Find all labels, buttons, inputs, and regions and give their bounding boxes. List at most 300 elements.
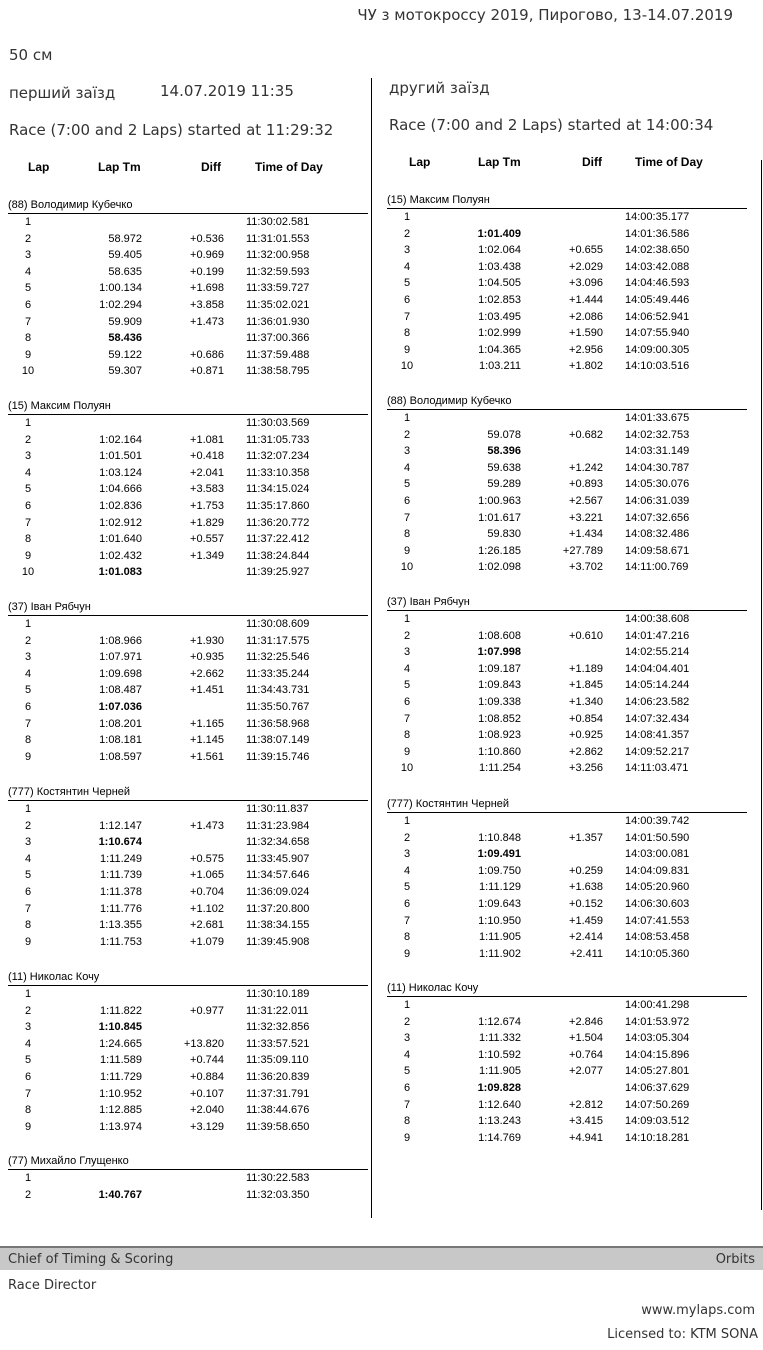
rider-block: [8, 600, 368, 765]
lap-row: [8, 432, 368, 449]
time-of-day: 14:06:23.582: [625, 695, 690, 708]
lap-number: 1: [24, 988, 32, 1000]
time-of-day: 14:05:30.076: [625, 478, 690, 491]
lap-time: 1:07.998: [477, 646, 521, 659]
time-of-day: 11:39:45.908: [246, 935, 310, 948]
rider-name: (88) Володимир Кубечко: [387, 395, 512, 407]
lap-diff: +1.473: [190, 315, 224, 328]
rider-name: (77) Михайло Глущенко: [8, 1155, 129, 1167]
lap-row: [387, 997, 747, 1014]
time-of-day: 14:07:32.656: [625, 511, 690, 524]
lap-row: [8, 666, 368, 683]
lap-number: 4: [24, 852, 32, 865]
lap-time: 1:10.860: [478, 745, 521, 758]
lap-time: 58.635: [108, 265, 142, 278]
rider-name: (777) Костянтин Черней: [8, 786, 131, 798]
lap-number: 4: [24, 1037, 32, 1050]
lap-diff: +2.812: [569, 1098, 603, 1111]
lap-diff: +3.129: [190, 1120, 224, 1133]
lap-row: [387, 427, 747, 444]
lap-number: 7: [403, 712, 411, 725]
lap-row: [8, 867, 368, 884]
lap-time: 1:09.187: [478, 662, 521, 675]
lap-time: 1:02.912: [99, 516, 142, 529]
lap-diff: +0.536: [190, 232, 224, 245]
heat1-col-lap: Lap: [28, 160, 50, 174]
lap-diff: +1.145: [190, 734, 224, 747]
lap-row: [387, 1097, 747, 1114]
lap-diff: +0.575: [190, 852, 224, 865]
lap-row: [8, 1052, 368, 1069]
time-of-day: 14:01:53.972: [625, 1015, 690, 1028]
lap-time: 1:08.608: [478, 629, 521, 642]
lap-number: 4: [403, 864, 411, 877]
lap-row: [387, 929, 747, 946]
lap-diff: +0.884: [190, 1070, 224, 1083]
lap-diff: +0.925: [569, 729, 603, 742]
lap-number: 4: [403, 260, 411, 273]
time-of-day: 14:07:50.269: [625, 1098, 690, 1111]
mylaps-link[interactable]: www.mylaps.com: [641, 1303, 755, 1318]
lap-number: 1: [24, 618, 32, 630]
lap-number: 5: [403, 881, 411, 894]
lap-time: 1:09.828: [477, 1081, 521, 1094]
time-of-day: 14:06:31.039: [625, 494, 690, 507]
lap-number: 1: [24, 417, 32, 429]
lap-row: [8, 801, 368, 818]
time-of-day: 14:00:38.608: [625, 613, 690, 625]
lap-time: 1:02.853: [478, 293, 521, 306]
lap-number: 9: [24, 549, 32, 562]
chief-of-timing: Chief of Timing & Scoring: [8, 1252, 174, 1267]
time-of-day: 14:10:03.516: [625, 360, 690, 373]
time-of-day: 11:38:07.149: [246, 734, 310, 747]
lap-row: [387, 275, 747, 292]
lap-row: [387, 209, 747, 226]
time-of-day: 14:02:32.753: [625, 428, 690, 441]
time-of-day: 11:31:05.733: [246, 433, 310, 446]
lap-diff: +1.698: [190, 282, 224, 295]
lap-time: 1:12.640: [478, 1098, 521, 1111]
lap-row: [387, 1030, 747, 1047]
lap-row: [8, 297, 368, 314]
lap-row: [387, 644, 747, 661]
lap-number: 2: [24, 1188, 32, 1201]
lap-number: 8: [403, 931, 411, 944]
time-of-day: 11:34:43.731: [246, 684, 310, 697]
time-of-day: 11:31:01.553: [246, 232, 310, 245]
lap-number: 7: [24, 717, 32, 730]
lap-row: [387, 460, 747, 477]
lap-time: 1:10.592: [478, 1048, 521, 1061]
lap-time: 1:09.643: [478, 897, 521, 910]
lap-time: 1:02.432: [99, 549, 142, 562]
lap-time: 59.289: [487, 478, 521, 491]
lap-row: [8, 934, 368, 951]
lap-diff: +0.969: [190, 249, 224, 262]
lap-time: 1:11.753: [99, 935, 142, 948]
lap-diff: +2.862: [569, 745, 603, 758]
lap-row: [387, 292, 747, 309]
heat2-col-tod: Time of Day: [635, 155, 703, 169]
lap-diff: +0.744: [190, 1054, 224, 1067]
lap-row: [8, 649, 368, 666]
lap-number: 7: [403, 1098, 411, 1111]
lap-diff: +0.977: [190, 1004, 224, 1017]
heat2-name: другий заїзд: [389, 79, 490, 97]
time-of-day: 11:36:01.930: [246, 315, 310, 328]
lap-number: 3: [24, 1021, 32, 1034]
lap-time: 1:04.505: [478, 277, 521, 290]
lap-row: [387, 1113, 747, 1130]
lap-row: [387, 863, 747, 880]
lap-number: 3: [24, 836, 32, 849]
heat1-col-diff: Diff: [201, 160, 221, 174]
lap-number: 5: [403, 478, 411, 491]
time-of-day: 11:34:15.024: [246, 483, 310, 496]
time-of-day: 14:09:58.671: [625, 544, 690, 557]
time-of-day: 14:06:52.941: [625, 310, 690, 323]
lap-number: 7: [403, 511, 411, 524]
time-of-day: 14:04:15.896: [625, 1048, 690, 1061]
lap-row: [8, 465, 368, 482]
lap-time: 1:11.905: [478, 931, 521, 944]
lap-time: 1:12.674: [478, 1015, 521, 1028]
lap-time: 1:00.963: [478, 494, 521, 507]
lap-row: [8, 448, 368, 465]
lap-number: 9: [403, 1131, 411, 1144]
heat1-datetime: 14.07.2019 11:35: [160, 82, 294, 100]
lap-number: 9: [24, 1120, 32, 1133]
time-of-day: 14:09:03.512: [625, 1115, 690, 1128]
lap-diff: +0.871: [190, 365, 224, 378]
lap-time: 1:12.885: [99, 1104, 142, 1117]
lap-time: 1:13.243: [478, 1115, 521, 1128]
lap-row: [387, 879, 747, 896]
lap-number: 5: [403, 277, 411, 290]
time-of-day: 11:36:58.968: [246, 717, 310, 730]
lap-number: 5: [24, 1054, 32, 1067]
lap-number: 2: [24, 819, 32, 832]
time-of-day: 11:30:03.569: [246, 417, 310, 429]
lap-number: 1: [403, 815, 411, 827]
lap-row: [8, 1019, 368, 1036]
heat2-col-diff: Diff: [582, 155, 602, 169]
lap-time: 59.830: [487, 528, 521, 541]
lap-diff: +1.845: [569, 679, 603, 692]
lap-diff: +2.956: [569, 343, 603, 356]
lap-number: 2: [403, 428, 411, 441]
lap-time: 1:01.501: [99, 450, 142, 463]
lap-number: 2: [403, 227, 411, 240]
lap-diff: +0.152: [569, 897, 603, 910]
lap-row: [8, 834, 368, 851]
lap-row: [387, 259, 747, 276]
lap-time: 1:11.905: [478, 1065, 521, 1078]
lap-row: [8, 818, 368, 835]
lap-row: [8, 633, 368, 650]
lap-diff: +1.802: [569, 360, 603, 373]
lap-number: 8: [403, 528, 411, 541]
lap-diff: +0.893: [569, 478, 603, 491]
lap-time: 1:09.750: [478, 864, 521, 877]
time-of-day: 11:32:25.546: [246, 651, 310, 664]
lap-time: 1:11.729: [99, 1070, 142, 1083]
lap-number: 1: [24, 1172, 32, 1184]
lap-time: 1:02.098: [478, 561, 521, 574]
time-of-day: 11:33:10.358: [246, 466, 310, 479]
lap-time: 1:11.378: [99, 885, 142, 898]
lap-diff: +2.414: [569, 931, 603, 944]
lap-row: [387, 358, 747, 375]
lap-diff: +3.221: [569, 511, 603, 524]
lap-diff: +1.504: [569, 1032, 603, 1045]
lap-row: [8, 716, 368, 733]
lap-diff: +1.081: [190, 433, 224, 446]
lap-number: 10: [400, 360, 414, 373]
lap-number: 3: [403, 445, 411, 458]
time-of-day: 14:09:52.217: [625, 745, 690, 758]
time-of-day: 11:33:59.727: [246, 282, 310, 295]
time-of-day: 11:38:44.676: [246, 1104, 310, 1117]
document-header-title: ЧУ з мотокроссу 2019, Пирогово, 13-14.07.2019: [357, 6, 733, 24]
lap-time: 1:04.666: [99, 483, 142, 496]
lap-time: 1:08.487: [99, 684, 142, 697]
lap-number: 1: [403, 412, 411, 424]
time-of-day: 11:30:08.609: [246, 618, 310, 630]
lap-row: [8, 986, 368, 1003]
time-of-day: 14:08:32.486: [625, 528, 690, 541]
rider-block: [8, 970, 368, 1135]
time-of-day: 14:02:55.214: [625, 646, 690, 659]
lap-diff: +1.340: [569, 695, 603, 708]
lap-number: 6: [24, 298, 32, 311]
lap-number: 2: [24, 433, 32, 446]
heat1-col-tod: Time of Day: [255, 160, 323, 174]
time-of-day: 11:30:02.581: [246, 216, 310, 228]
lap-number: 7: [24, 902, 32, 915]
lap-row: [8, 851, 368, 868]
lap-row: [387, 309, 747, 326]
lap-number: 4: [403, 461, 411, 474]
lap-diff: +0.704: [190, 885, 224, 898]
lap-diff: +0.259: [569, 864, 603, 877]
lap-diff: +1.829: [190, 516, 224, 529]
lap-time: 1:11.254: [478, 762, 521, 775]
lap-diff: +1.561: [190, 750, 224, 763]
time-of-day: 11:32:32.856: [246, 1021, 310, 1034]
lap-row: [387, 760, 747, 777]
lap-diff: +2.681: [190, 919, 224, 932]
lap-row: [8, 280, 368, 297]
heat1-race-info: Race (7:00 and 2 Laps) started at 11:29:32: [9, 121, 334, 139]
lap-row: [8, 247, 368, 264]
lap-row: [8, 749, 368, 766]
column-divider-short: [371, 1158, 372, 1218]
rider-name: (15) Максим Полуян: [8, 400, 111, 412]
lap-number: 2: [24, 232, 32, 245]
lap-row: [8, 264, 368, 281]
lap-number: 8: [24, 734, 32, 747]
lap-number: 8: [24, 533, 32, 546]
lap-row: [387, 1014, 747, 1031]
lap-diff: +1.451: [190, 684, 224, 697]
time-of-day: 14:06:37.629: [625, 1081, 690, 1094]
lap-row: [387, 543, 747, 560]
lap-time: 1:10.845: [98, 1021, 142, 1034]
column-divider: [371, 78, 372, 1218]
lap-time: 1:10.952: [99, 1087, 142, 1100]
lap-number: 6: [24, 700, 32, 713]
lap-time: 1:10.674: [98, 836, 142, 849]
lap-time: 1:02.999: [478, 327, 521, 340]
lap-time: 59.638: [487, 461, 521, 474]
lap-row: [387, 727, 747, 744]
lap-time: 1:03.495: [478, 310, 521, 323]
time-of-day: 11:36:20.839: [246, 1070, 310, 1083]
lap-time: 1:01.617: [478, 511, 521, 524]
time-of-day: 14:07:55.940: [625, 327, 690, 340]
time-of-day: 14:03:42.088: [625, 260, 690, 273]
time-of-day: 14:03:31.149: [625, 445, 690, 458]
lap-row: [387, 896, 747, 913]
time-of-day: 14:11:00.769: [625, 561, 689, 574]
lap-diff: +1.357: [569, 831, 603, 844]
lap-number: 5: [403, 1065, 411, 1078]
lap-number: 5: [24, 869, 32, 882]
time-of-day: 11:35:02.021: [246, 298, 310, 311]
lap-time: 1:08.966: [99, 634, 142, 647]
lap-diff: +0.686: [190, 348, 224, 361]
lap-row: [8, 616, 368, 633]
lap-time: 1:03.438: [478, 260, 521, 273]
lap-time: 1:02.836: [99, 499, 142, 512]
lap-number: 9: [403, 343, 411, 356]
time-of-day: 14:05:14.244: [625, 679, 690, 692]
lap-diff: +3.702: [569, 561, 603, 574]
lap-time: 1:09.338: [478, 695, 521, 708]
time-of-day: 11:32:03.350: [246, 1188, 310, 1201]
lap-row: [387, 226, 747, 243]
lap-row: [387, 1080, 747, 1097]
lap-number: 9: [403, 544, 411, 557]
lap-number: 9: [403, 947, 411, 960]
time-of-day: 11:36:20.772: [246, 516, 310, 529]
lap-row: [8, 884, 368, 901]
lap-time: 1:02.294: [99, 298, 142, 311]
lap-time: 59.122: [108, 348, 142, 361]
lap-diff: +3.858: [190, 298, 224, 311]
lap-time: 59.078: [487, 428, 521, 441]
rider-block: [387, 193, 747, 375]
lap-time: 1:01.409: [477, 227, 521, 240]
lap-diff: +2.029: [569, 260, 603, 273]
lap-number: 3: [24, 249, 32, 262]
time-of-day: 11:31:23.984: [246, 819, 310, 832]
time-of-day: 11:37:31.791: [246, 1087, 310, 1100]
lap-row: [387, 661, 747, 678]
time-of-day: 11:38:58.795: [246, 365, 310, 378]
lap-time: 1:11.129: [478, 881, 521, 894]
lap-diff: +0.682: [569, 428, 603, 441]
time-of-day: 11:30:22.583: [246, 1172, 310, 1184]
lap-row: [8, 1069, 368, 1086]
lap-diff: +1.065: [190, 869, 224, 882]
lap-row: [8, 314, 368, 331]
lap-row: [387, 830, 747, 847]
time-of-day: 11:31:22.011: [246, 1004, 309, 1017]
lap-time: 1:07.036: [98, 700, 142, 713]
lap-time: 1:03.124: [99, 466, 142, 479]
time-of-day: 14:04:46.593: [625, 277, 690, 290]
time-of-day: 14:00:41.298: [625, 999, 690, 1011]
lap-row: [8, 515, 368, 532]
lap-diff: +1.434: [569, 528, 603, 541]
lap-row: [8, 732, 368, 749]
time-of-day: 14:01:33.675: [625, 412, 690, 424]
lap-number: 6: [403, 897, 411, 910]
lap-time: 1:26.185: [478, 544, 521, 557]
time-of-day: 11:38:34.155: [246, 919, 310, 932]
time-of-day: 14:10:05.360: [625, 947, 690, 960]
lap-number: 8: [24, 919, 32, 932]
time-of-day: 14:08:41.357: [625, 729, 690, 742]
lap-row: [8, 498, 368, 515]
lap-diff: +0.854: [569, 712, 603, 725]
lap-diff: +2.086: [569, 310, 603, 323]
lap-diff: +1.444: [569, 293, 603, 306]
lap-number: 3: [403, 848, 411, 861]
lap-time: 1:11.822: [99, 1004, 142, 1017]
time-of-day: 14:03:00.081: [625, 848, 690, 861]
time-of-day: 11:33:35.244: [246, 667, 310, 680]
time-of-day: 14:05:27.801: [625, 1065, 690, 1078]
lap-number: 3: [24, 651, 32, 664]
time-of-day: 14:01:47.216: [625, 629, 690, 642]
lap-number: 8: [403, 729, 411, 742]
lap-number: 3: [403, 1032, 411, 1045]
time-of-day: 14:01:36.586: [625, 227, 690, 240]
race-director: Race Director: [8, 1278, 97, 1293]
lap-time: 59.307: [108, 365, 142, 378]
time-of-day: 14:08:53.458: [625, 931, 690, 944]
lap-diff: +13.820: [183, 1037, 224, 1050]
lap-diff: +0.418: [190, 450, 224, 463]
orbits-label: Orbits: [715, 1252, 755, 1267]
right-edge-line: [761, 160, 762, 1210]
time-of-day: 11:32:00.958: [246, 249, 310, 262]
lap-number: 2: [24, 1004, 32, 1017]
lap-row: [387, 846, 747, 863]
rider-block: [8, 1154, 368, 1203]
lap-diff: +0.655: [569, 244, 603, 257]
rider-name: (37) Іван Рябчун: [8, 601, 91, 613]
lap-diff: +0.107: [190, 1087, 224, 1100]
lap-time: 1:08.181: [99, 734, 142, 747]
lap-diff: +1.473: [190, 819, 224, 832]
time-of-day: 11:39:58.650: [246, 1120, 310, 1133]
lap-diff: +2.041: [190, 466, 224, 479]
lap-row: [387, 325, 747, 342]
lap-number: 4: [403, 662, 411, 675]
lap-row: [8, 1187, 368, 1204]
lap-time: 1:04.365: [478, 343, 521, 356]
lap-time: 1:07.971: [99, 651, 142, 664]
lap-time: 1:11.589: [99, 1054, 142, 1067]
lap-number: 10: [400, 561, 414, 574]
time-of-day: 14:09:00.305: [625, 343, 690, 356]
lap-number: 10: [400, 762, 414, 775]
